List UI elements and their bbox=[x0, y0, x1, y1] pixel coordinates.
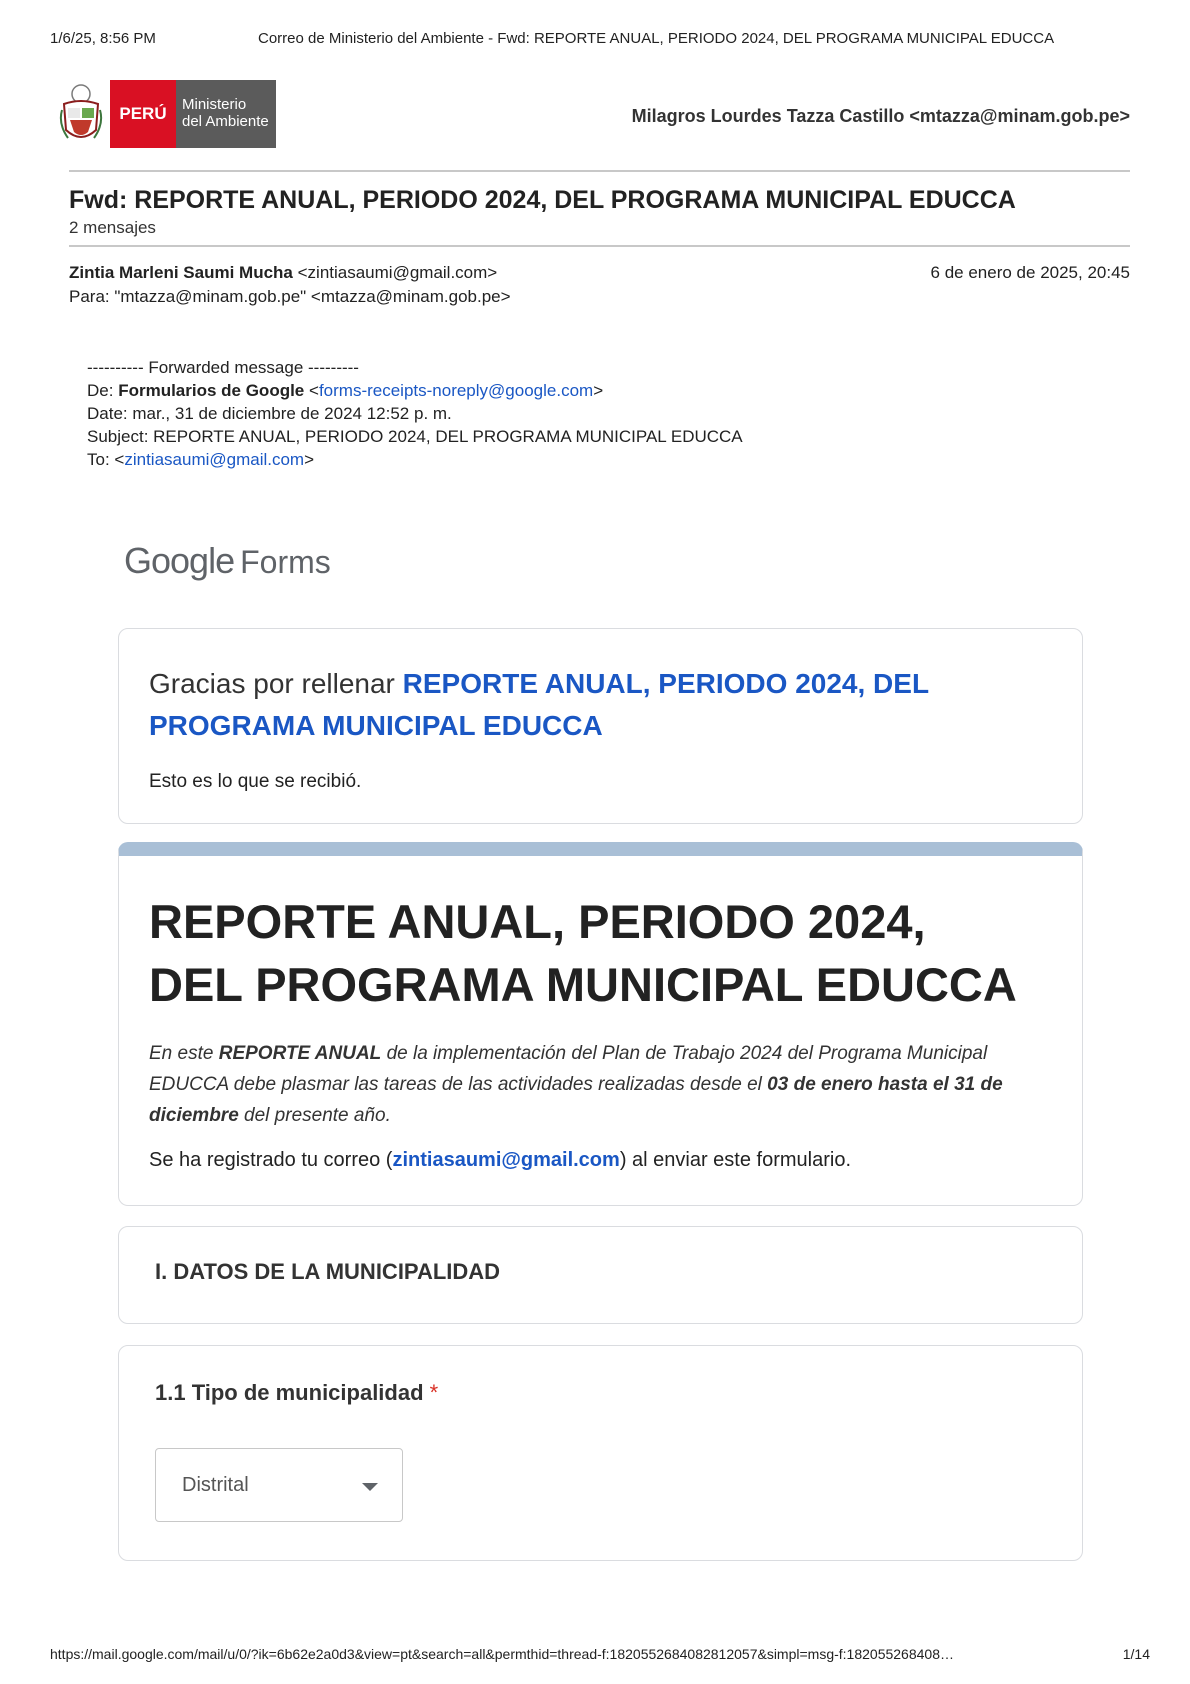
divider bbox=[69, 170, 1130, 172]
message-date: 6 de enero de 2025, 20:45 bbox=[930, 263, 1130, 282]
forward-from-name: Formularios de Google bbox=[118, 381, 305, 400]
form-header-card bbox=[118, 842, 1083, 1206]
print-header bbox=[0, 30, 1190, 54]
forward-from-email-link[interactable]: forms-receipts-noreply@google.com bbox=[318, 381, 594, 400]
print-datetime: 1/6/25, 8:56 PM bbox=[50, 30, 156, 47]
ministry-line-2: del Ambiente bbox=[182, 113, 269, 130]
thread-subject: Fwd: REPORTE ANUAL, PERIODO 2024, DEL PROGRAMA MUNICIPAL EDUCCA bbox=[69, 186, 1016, 214]
page-number: 1/14 bbox=[1122, 1646, 1150, 1662]
confirmation-card bbox=[118, 628, 1083, 824]
print-url: https://mail.google.com/mail/u/0/?ik=6b62e2a0d3&view=pt&search=all&permthid=thread-f:1820552684082812057&simpl=msg-f:182055268408… bbox=[50, 1646, 954, 1662]
forms-wordmark: Forms bbox=[240, 544, 331, 580]
message-count: 2 mensajes bbox=[69, 218, 156, 237]
forward-to: To: <zintiasaumi@gmail.com> bbox=[87, 450, 315, 469]
form-description: En este REPORTE ANUAL de la implementación del Plan de Trabajo 2024 del Programa Municipal EDUCCA debe plasmar las tareas de las actividades realizadas desde el 03 de enero hasta el 31 de diciembre del presente año. bbox=[149, 1043, 1003, 1126]
forward-date: Date: mar., 31 de diciembre de 2024 12:52 p. m. bbox=[87, 404, 452, 423]
required-asterisk: * bbox=[429, 1380, 439, 1405]
form-title bbox=[149, 890, 1052, 1016]
google-forms-logo bbox=[124, 540, 331, 580]
sender-name: Zintia Marleni Saumi Mucha bbox=[69, 263, 293, 282]
form-title-line-1: REPORTE ANUAL, PERIODO 2024, bbox=[149, 895, 926, 948]
ministry-line-1: Ministerio bbox=[182, 96, 247, 113]
divider bbox=[69, 245, 1130, 247]
form-title-line-2: DEL PROGRAMA MUNICIPAL EDUCCA bbox=[149, 958, 1017, 1011]
forwarded-header bbox=[87, 356, 743, 471]
sender-line bbox=[69, 263, 497, 283]
minam-logo[interactable] bbox=[58, 80, 276, 148]
forward-subject: Subject: REPORTE ANUAL, PERIODO 2024, DEL PROGRAMA MUNICIPAL EDUCCA bbox=[87, 427, 743, 446]
registered-email-note: Se ha registrado tu correo (zintiasaumi@gmail.com) al enviar este formulario. bbox=[149, 1149, 852, 1171]
question-card bbox=[118, 1345, 1083, 1561]
print-title: Correo de Ministerio del Ambiente - Fwd: REPORTE ANUAL, PERIODO 2024, DEL PROGRAMA MUNICIPAL EDUCCA bbox=[258, 30, 1055, 47]
selected-value: Distrital bbox=[182, 1474, 249, 1496]
received-note: Esto es lo que se recibió. bbox=[149, 771, 362, 792]
municipality-type-select[interactable] bbox=[155, 1448, 403, 1522]
forward-to-email-link[interactable]: zintiasaumi@gmail.com bbox=[124, 450, 305, 469]
registered-email: zintiasaumi@gmail.com bbox=[392, 1149, 620, 1171]
recipient-line: Para: "mtazza@minam.gob.pe" <mtazza@minam.gob.pe> bbox=[69, 287, 511, 306]
form-name-link[interactable]: REPORTE ANUAL, PERIODO 2024, DEL PROGRAMA MUNICIPAL EDUCCA bbox=[149, 668, 929, 741]
dropdown-arrow-icon bbox=[362, 1483, 378, 1491]
forward-separator: ---------- Forwarded message --------- bbox=[87, 358, 359, 377]
peru-label: PERÚ bbox=[110, 80, 176, 148]
section-title: I. DATOS DE LA MUNICIPALIDAD bbox=[155, 1259, 501, 1284]
google-wordmark: Google bbox=[124, 540, 235, 581]
section-card bbox=[118, 1226, 1083, 1324]
ministry-label bbox=[176, 80, 276, 148]
sender-email: <zintiasaumi@gmail.com> bbox=[297, 263, 498, 282]
forward-from: De: Formularios de Google <forms-receipts-noreply@google.com> bbox=[87, 381, 604, 400]
question-label: 1.1 Tipo de municipalidad * bbox=[155, 1380, 439, 1405]
thanks-message: Gracias por rellenar REPORTE ANUAL, PERIODO 2024, DEL PROGRAMA MUNICIPAL EDUCCA bbox=[149, 668, 929, 741]
peru-coat-of-arms-icon bbox=[58, 80, 104, 148]
account-identity: Milagros Lourdes Tazza Castillo <mtazza@minam.gob.pe> bbox=[631, 106, 1130, 126]
